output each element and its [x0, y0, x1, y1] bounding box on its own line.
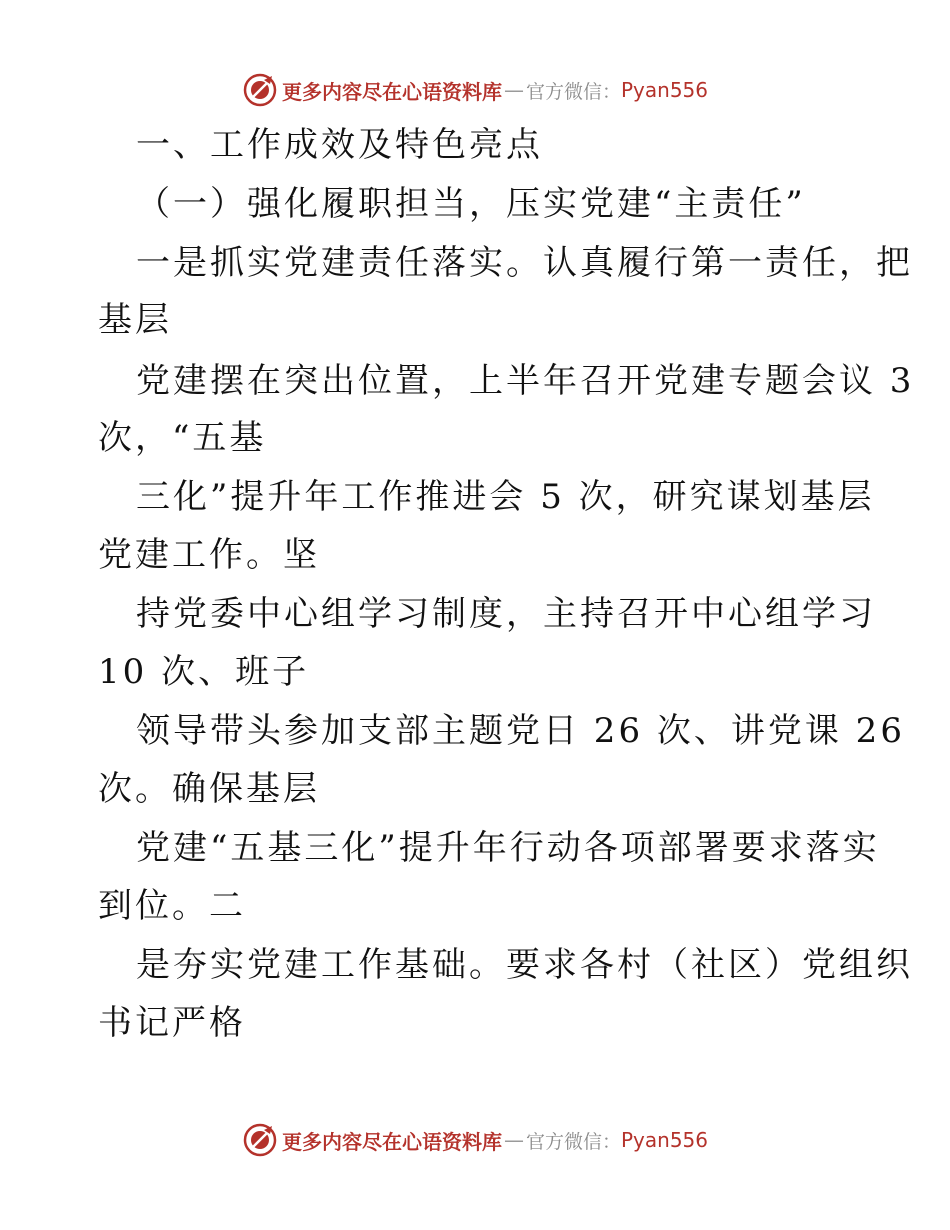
- paragraph-line: 书记严格: [98, 1003, 246, 1043]
- watermark-wechat-label: 官方微信：: [525, 80, 621, 103]
- paragraph-line: 是夯实党建工作基础。要求各村（社区）党组织: [136, 945, 913, 985]
- watermark-dash: —: [503, 78, 524, 102]
- seal-logo-icon: [242, 72, 278, 108]
- paragraph-line: 到位。二: [98, 886, 246, 926]
- paragraph-line: 党建摆在突出位置，上半年召开党建专题会议 3: [136, 361, 915, 401]
- seal-logo-icon: [242, 1122, 278, 1158]
- paragraph-line: 次。确保基层: [98, 769, 320, 809]
- watermark-wechat-label: 官方微信：: [525, 1130, 621, 1153]
- paragraph-line: 党建工作。坚: [98, 535, 320, 575]
- watermark-brand: 更多内容尽在心语资料库: [281, 79, 502, 104]
- paragraph-line: 次，“五基: [98, 418, 267, 458]
- watermark-wechat-id: Pyan556: [621, 1128, 709, 1152]
- paragraph-line: 基层: [98, 300, 172, 340]
- section-heading: 一、工作成效及特色亮点: [136, 125, 543, 165]
- footer-watermark: [0, 1120, 950, 1160]
- paragraph-line: 持党委中心组学习制度，主持召开中心组学习: [136, 594, 876, 634]
- header-watermark: [0, 70, 950, 110]
- watermark-brand: 更多内容尽在心语资料库: [281, 1129, 502, 1154]
- watermark-dash: —: [503, 1128, 524, 1152]
- paragraph-line: 三化”提升年工作推进会 5 次，研究谋划基层: [136, 477, 875, 517]
- paragraph-line: 党建“五基三化”提升年行动各项部署要求落实: [136, 828, 880, 868]
- paragraph-line: 一是抓实党建责任落实。认真履行第一责任，把: [136, 243, 913, 283]
- watermark-wechat-id: Pyan556: [621, 78, 709, 102]
- paragraph-line: 10 次、班子: [98, 652, 310, 692]
- subsection-heading: （一）强化履职担当，压实党建“主责任”: [136, 184, 806, 224]
- paragraph-line: 领导带头参加支部主题党日 26 次、讲党课 26: [136, 711, 905, 751]
